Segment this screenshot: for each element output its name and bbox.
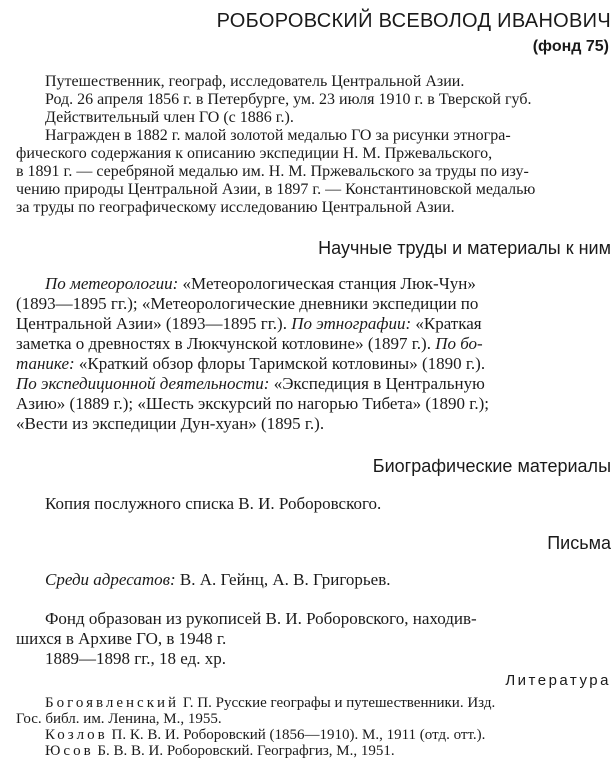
- literature-entry: [45, 727, 485, 744]
- formation-line: шихся в Архиве ГО, в 1948 г.: [16, 629, 227, 648]
- addressees-list: В. А. Гейнц, А. В. Григорьев.: [175, 570, 391, 589]
- works-line: [16, 334, 483, 353]
- formation-line: Фонд образован из рукописей В. И. Роборовского, находив-: [45, 609, 477, 628]
- bio-line: чению природы Центральной Азии, в 1897 г. — Константиновской медалью: [16, 181, 536, 198]
- works-line: [16, 374, 485, 393]
- work-title: Азию» (1889 г.); «Шесть экскурсий по нагорью Тибета» (1890 г.);: [16, 394, 489, 413]
- section-heading-literature: Литература: [505, 672, 611, 689]
- category-label: По этнографии:: [291, 314, 412, 333]
- works-line: [16, 394, 489, 413]
- category-label: По экспедиционной деятельности:: [16, 374, 270, 393]
- works-line: [16, 354, 485, 373]
- bio-line: Путешественник, географ, исследователь Центральной Азии.: [45, 73, 465, 90]
- work-title: заметка о древностях в Люкчунской котловине» (1897 г.).: [16, 334, 436, 353]
- citation: П. К. В. И. Роборовский (1856—1910). М., 1911 (отд. отт.).: [107, 727, 486, 743]
- literature-entry-cont: Гос. библ. им. Ленина, М., 1955.: [16, 711, 222, 727]
- person-name-title: РОБОРОВСКИЙ ВСЕВОЛОД ИВАНОВИЧ: [216, 10, 611, 32]
- work-title: Центральной Азии» (1893—1895 гг.).: [16, 314, 292, 333]
- bio-line: Действительный член ГО (с 1886 г.).: [45, 109, 294, 126]
- work-title: «Вести из экспедиции Дун-хуан» (1895 г.).: [16, 414, 325, 433]
- section-heading-letters: Письма: [547, 533, 611, 553]
- author-name: Козлов: [45, 727, 108, 743]
- work-title: «Метеорологическая станция Люк-Чун»: [178, 274, 476, 293]
- category-label: По метеорологии:: [45, 274, 179, 293]
- section-heading-works: Научные труды и материалы к ним: [318, 238, 611, 258]
- literature-entry: [45, 743, 395, 760]
- citation: Г. П. Русские географы и путешественники. Изд.: [179, 695, 496, 711]
- works-line: [16, 314, 482, 333]
- citation: Б. В. В. И. Роборовский. Географгиз, М., 1951.: [93, 743, 395, 759]
- work-title: «Краткая: [411, 314, 482, 333]
- works-line: [45, 274, 476, 293]
- works-line: [16, 414, 324, 433]
- works-line: [16, 294, 478, 313]
- category-label: танике:: [16, 354, 75, 373]
- biographical-text: Копия послужного списка В. И. Роборовского.: [45, 494, 382, 513]
- holdings-line: 1889—1898 гг., 18 ед. хр.: [45, 649, 226, 668]
- work-title: (1893—1895 гг.); «Метеорологические дневники экспедиции по: [16, 294, 479, 313]
- category-label: По бо-: [435, 334, 483, 353]
- section-heading-biographical: Биографические материалы: [372, 456, 611, 476]
- literature-entry: [45, 695, 495, 712]
- letters-line: [45, 570, 391, 589]
- author-name: Юсов: [45, 743, 94, 759]
- author-name: Богоявленский: [45, 695, 180, 711]
- fond-number: (фонд 75): [532, 38, 609, 55]
- bio-line: за труды по географическому исследованию Центральной Азии.: [16, 199, 455, 216]
- bio-line: Награжден в 1882 г. малой золотой медалью ГО за рисунки этногра-: [45, 127, 511, 144]
- bio-line: Род. 26 апреля 1856 г. в Петербурге, ум. 23 июля 1910 г. в Тверской губ.: [45, 91, 532, 108]
- work-title: «Экспедиция в Центральную: [269, 374, 485, 393]
- bio-line: в 1891 г. — серебряной медалью им. Н. М. Пржевальского за труды по изу-: [16, 163, 529, 180]
- bio-line: фического содержания к описанию экспедиции Н. М. Пржевальского,: [16, 145, 493, 162]
- addressees-label: Среди адресатов:: [45, 570, 176, 589]
- work-title: «Краткий обзор флоры Таримской котловины» (1890 г.).: [74, 354, 486, 373]
